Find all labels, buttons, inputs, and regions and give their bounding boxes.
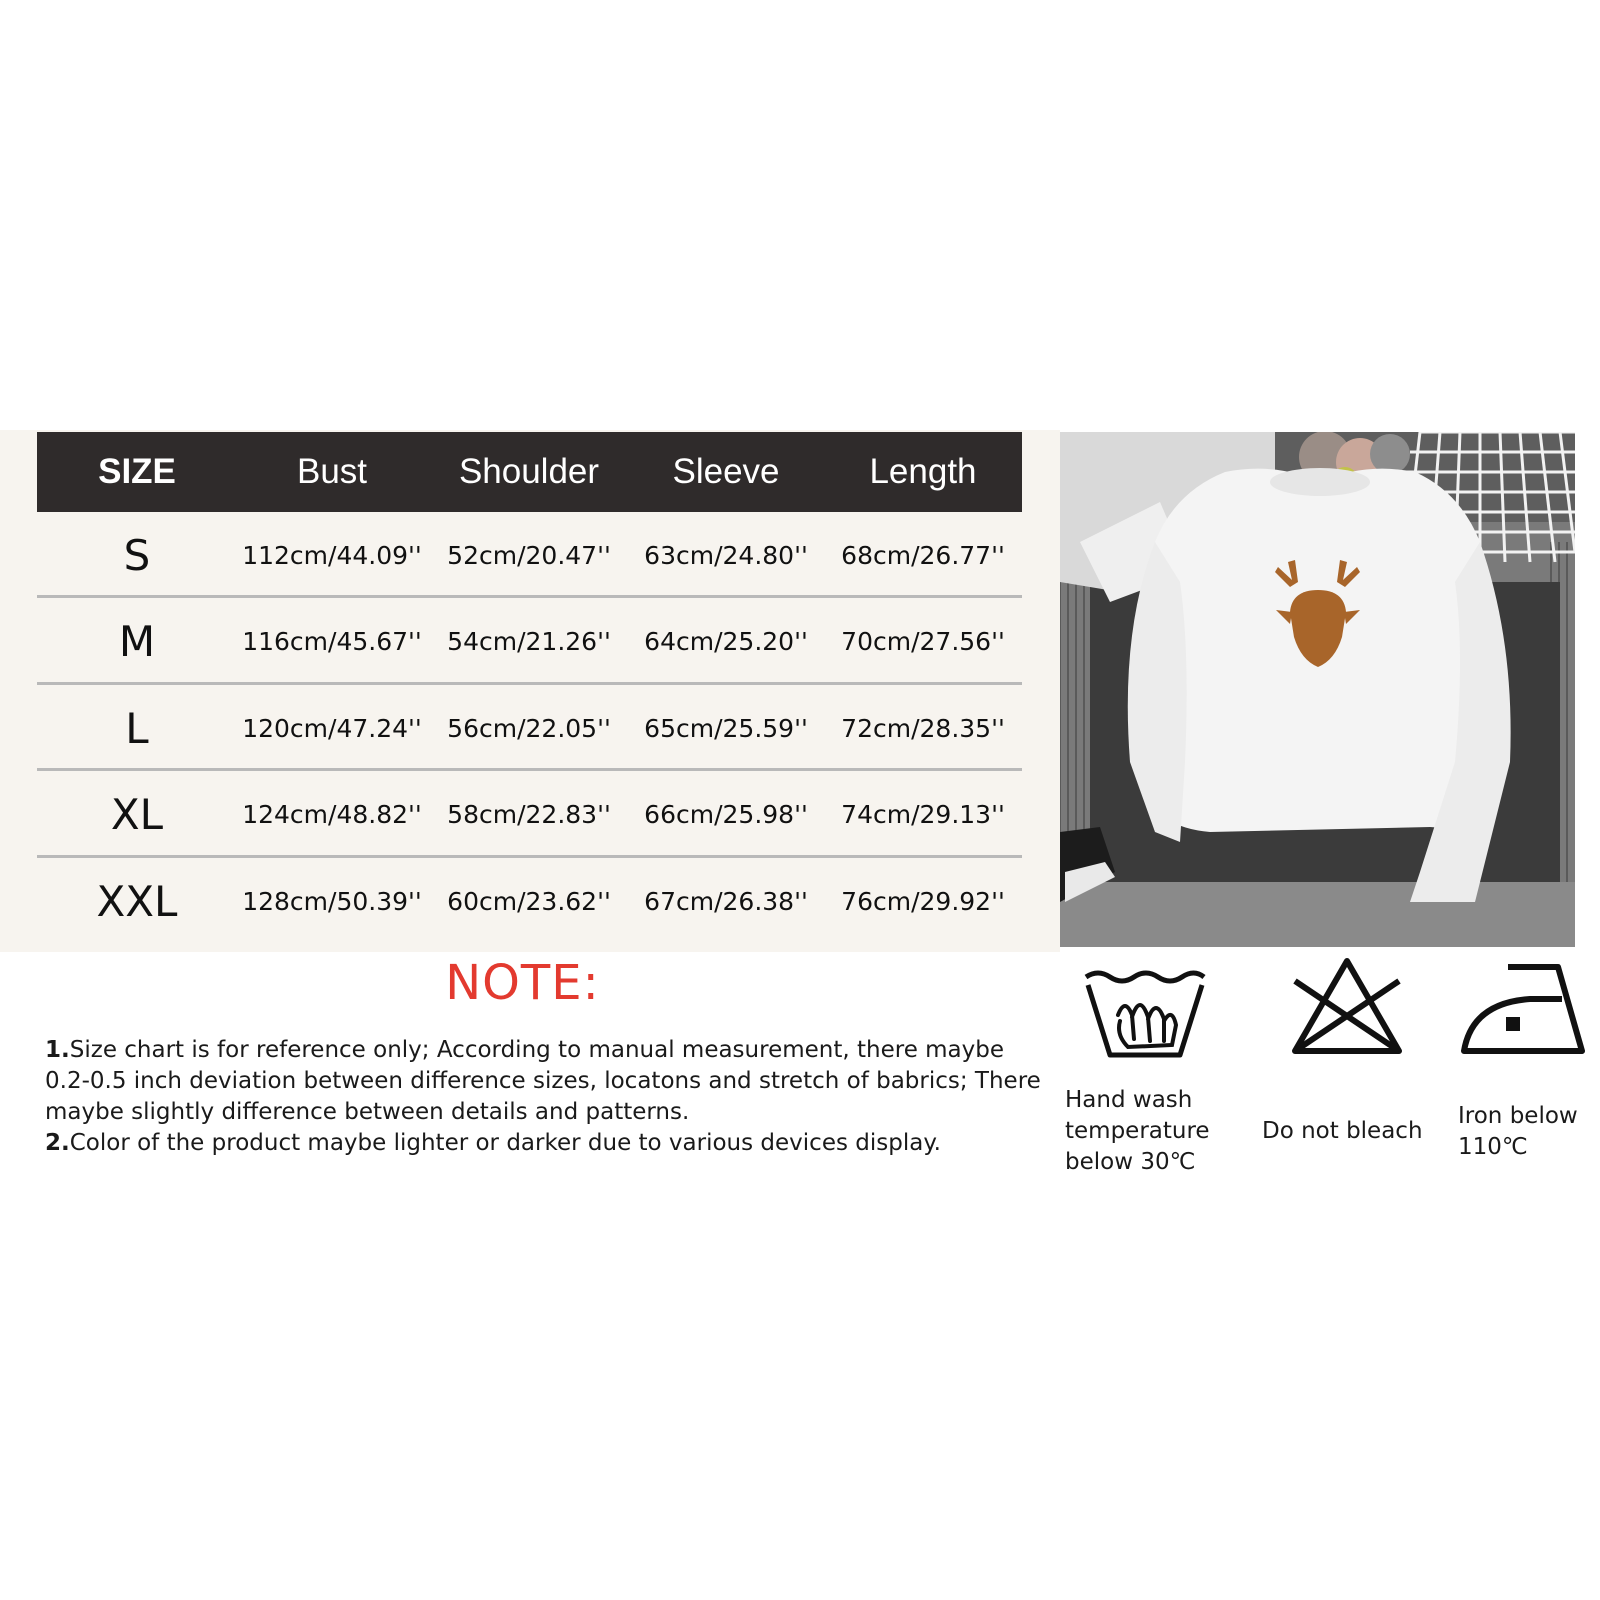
note-item-1-number: 1.: [45, 1037, 70, 1063]
hand-wash-icon: [1080, 955, 1210, 1065]
table-row: [37, 773, 1022, 857]
row-divider: [37, 682, 1022, 685]
length-cell: 76cm/29.92'': [841, 887, 1005, 916]
row-divider: [37, 768, 1022, 771]
note-body: [45, 1035, 1045, 1159]
do-not-bleach-label: Do not bleach: [1262, 1118, 1423, 1144]
length-cell: 70cm/27.56'': [841, 627, 1005, 656]
bust-cell: 116cm/45.67'': [242, 627, 422, 656]
bust-cell: 120cm/47.24'': [242, 714, 422, 743]
sleeve-cell: 63cm/24.80'': [644, 541, 808, 570]
length-cell: 68cm/26.77'': [841, 541, 1005, 570]
hand-wash-label-2: temperature: [1065, 1118, 1210, 1144]
product-photo: [1060, 432, 1575, 947]
table-row: [37, 514, 1022, 598]
shoulder-cell: 58cm/22.83'': [447, 800, 611, 829]
size-cell: XXL: [96, 877, 178, 926]
length-cell: 72cm/28.35'': [841, 714, 1005, 743]
length-cell: 74cm/29.13'': [841, 800, 1005, 829]
table-row: [37, 687, 1022, 771]
header-sleeve: Sleeve: [672, 452, 780, 491]
header-bust: Bust: [296, 452, 368, 491]
header-length: Length: [869, 452, 977, 491]
shoulder-cell: 54cm/21.26'': [447, 627, 611, 656]
note-item-1-text: Size chart is for reference only; According to manual measurement, there maybe 0.2-0.5 inch deviation between difference sizes, locatons and stretch of babrics; There maybe slightly difference between details and patterns.: [45, 1037, 1041, 1125]
size-chart-table: [0, 430, 1060, 952]
table-row: [37, 600, 1022, 684]
shoulder-cell: 56cm/22.05'': [447, 714, 611, 743]
sleeve-cell: 67cm/26.38'': [644, 887, 808, 916]
shoulder-cell: 52cm/20.47'': [447, 541, 611, 570]
size-cell: XL: [110, 790, 164, 839]
sweatshirt-illustration: [1060, 432, 1575, 947]
note-item-2: [45, 1128, 1045, 1159]
sleeve-cell: 64cm/25.20'': [644, 627, 808, 656]
size-cell: M: [118, 617, 156, 666]
note-item-1: [45, 1035, 1045, 1128]
sleeve-cell: 66cm/25.98'': [644, 800, 808, 829]
size-cell: L: [125, 704, 149, 753]
bust-cell: 128cm/50.39'': [242, 887, 422, 916]
bust-cell: 124cm/48.82'': [242, 800, 422, 829]
table-header: [37, 432, 1022, 512]
note-item-2-text: Color of the product maybe lighter or darker due to various devices display.: [69, 1130, 941, 1156]
hand-wash-label-1: Hand wash: [1065, 1087, 1193, 1113]
note-title: NOTE:: [445, 955, 600, 1011]
note-item-2-number: 2.: [45, 1130, 70, 1156]
shoulder-cell: 60cm/23.62'': [447, 887, 611, 916]
hand-wash-label-3: below 30℃: [1065, 1149, 1196, 1175]
iron-label-2: 110℃: [1458, 1134, 1528, 1160]
row-divider: [37, 855, 1022, 858]
bust-cell: 112cm/44.09'': [242, 541, 422, 570]
do-not-bleach-icon: [1287, 955, 1407, 1065]
sleeve-cell: 65cm/25.59'': [644, 714, 808, 743]
row-divider: [37, 595, 1022, 598]
table-row: [37, 860, 1022, 944]
iron-icon: [1458, 955, 1588, 1065]
size-cell: S: [123, 531, 151, 580]
iron-label-1: Iron below: [1458, 1103, 1578, 1129]
header-size: SIZE: [98, 452, 176, 491]
header-shoulder: Shoulder: [458, 452, 600, 491]
